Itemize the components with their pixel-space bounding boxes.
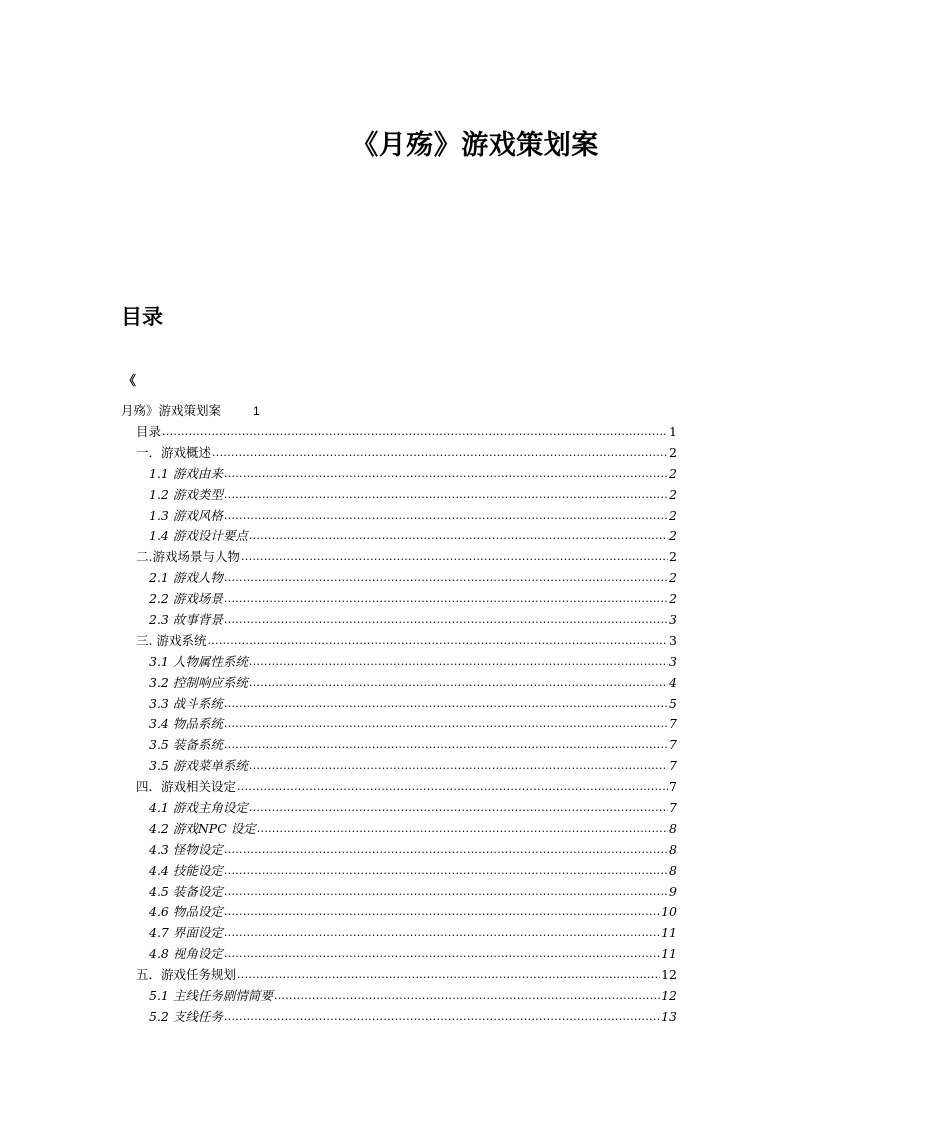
toc-entry[interactable] <box>136 422 677 443</box>
toc-entry-page: 2 <box>669 591 677 607</box>
dot-leader <box>237 777 668 798</box>
dot-leader <box>224 902 660 923</box>
dot-leader <box>224 923 660 944</box>
toc-entry-label: 2.3 故事背景 <box>149 612 223 628</box>
toc-entry-page: 12 <box>661 967 677 983</box>
toc-entry-page: 11 <box>661 925 677 941</box>
toc-entry-label: 5.2 支线任务 <box>149 1008 223 1024</box>
toc-entry-page: 8 <box>669 820 677 836</box>
toc-entry-label: 五．游戏任务规划 <box>136 967 237 983</box>
toc-entry-label: 3.1 人物属性系统 <box>149 653 248 669</box>
toc-entry[interactable] <box>149 610 677 631</box>
toc-entry-page: 5 <box>669 695 677 711</box>
toc-entry[interactable] <box>149 735 677 756</box>
table-of-contents <box>0 422 950 1028</box>
toc-entry-page: 3 <box>669 653 677 669</box>
toc-entry-page: 13 <box>661 1008 677 1024</box>
toc-entry-label: 4.1 游戏主角设定 <box>149 800 248 816</box>
toc-entry-label: 四．游戏相关设定 <box>136 779 237 795</box>
toc-entry-page: 9 <box>669 883 677 899</box>
toc-entry[interactable] <box>149 819 677 840</box>
toc-entry-label: 2.2 游戏场景 <box>149 591 223 607</box>
dot-leader <box>241 547 668 568</box>
toc-entry-page: 11 <box>661 946 677 962</box>
dot-leader <box>224 861 668 882</box>
toc-entry-label: 一．游戏概述 <box>136 444 212 460</box>
toc-entry-page: 2 <box>669 465 677 481</box>
toc-entry-label: 4.8 视角设定 <box>149 946 223 962</box>
toc-entry[interactable] <box>149 694 677 715</box>
toc-entry-label: 月殇》游戏策划案 <box>121 403 222 418</box>
toc-entry-page: 2 <box>669 549 677 565</box>
dot-leader <box>224 568 668 589</box>
toc-entry[interactable] <box>136 965 677 986</box>
toc-entry[interactable] <box>149 1007 677 1028</box>
toc-entry[interactable] <box>136 547 677 568</box>
toc-entry-label: 2.1 游戏人物 <box>149 570 223 586</box>
toc-entry-page: 4 <box>669 674 677 690</box>
toc-entry-label: 1.2 游戏类型 <box>149 486 223 502</box>
dot-leader <box>224 694 668 715</box>
toc-entry-page: 3 <box>669 612 677 628</box>
dot-leader <box>249 798 668 819</box>
toc-entry[interactable] <box>149 986 677 1007</box>
toc-entry-label: 3.3 战斗系统 <box>149 695 223 711</box>
toc-entry[interactable] <box>149 568 677 589</box>
dot-leader <box>212 443 668 464</box>
toc-entry[interactable] <box>149 861 677 882</box>
toc-entry-label: 4.6 物品设定 <box>149 904 223 920</box>
toc-entry-page: 12 <box>661 988 677 1004</box>
dot-leader <box>224 464 668 485</box>
toc-entry-page: 1 <box>253 404 260 418</box>
toc-entry[interactable] <box>149 485 677 506</box>
toc-entry-page: 7 <box>669 716 677 732</box>
dot-leader <box>249 673 668 694</box>
toc-entry-label: 4.7 界面设定 <box>149 925 223 941</box>
dot-leader <box>257 819 668 840</box>
toc-entry-label: 4.2 游戏NPC 设定 <box>149 820 256 836</box>
dot-leader <box>224 589 668 610</box>
toc-entry-label: 3.4 物品系统 <box>149 716 223 732</box>
dot-leader <box>224 840 668 861</box>
toc-entry[interactable] <box>149 673 677 694</box>
toc-entry[interactable] <box>136 443 677 464</box>
toc-entry-label: 3.5 装备系统 <box>149 737 223 753</box>
toc-entry-label: 1.1 游戏由来 <box>149 465 223 481</box>
toc-entry-page: 2 <box>669 528 677 544</box>
dot-leader <box>274 986 660 1007</box>
toc-entry[interactable] <box>149 652 677 673</box>
toc-entry-page: 2 <box>669 570 677 586</box>
toc-entry-page: 7 <box>669 800 677 816</box>
toc-entry[interactable] <box>149 944 677 965</box>
toc-entry-page: 3 <box>669 632 677 648</box>
dot-leader <box>249 526 668 547</box>
toc-entry-label: 4.3 怪物设定 <box>149 841 223 857</box>
toc-entry-label: 1.4 游戏设计要点 <box>149 528 248 544</box>
toc-entry-page: 8 <box>669 841 677 857</box>
dot-leader <box>249 756 668 777</box>
toc-entry[interactable] <box>149 464 677 485</box>
toc-entry[interactable] <box>149 714 677 735</box>
dot-leader <box>237 965 660 986</box>
toc-entry-page: 7 <box>669 779 677 795</box>
toc-entry-label: 3.2 控制响应系统 <box>149 674 248 690</box>
toc-entry-label: 1.3 游戏风格 <box>149 507 223 523</box>
toc-entry[interactable] <box>149 526 677 547</box>
toc-entry-page: 2 <box>669 444 677 460</box>
dot-leader <box>207 631 668 652</box>
toc-entry-page: 7 <box>669 758 677 774</box>
toc-entry[interactable] <box>136 777 677 798</box>
dot-leader <box>224 485 668 506</box>
dot-leader <box>224 1007 660 1028</box>
dot-leader <box>224 714 668 735</box>
toc-entry-label: 5.1 主线任务剧情简要 <box>149 988 273 1004</box>
dot-leader <box>224 610 668 631</box>
toc-entry-page: 2 <box>669 486 677 502</box>
dot-leader <box>224 506 668 527</box>
toc-entry[interactable] <box>149 840 677 861</box>
toc-entry-page: 8 <box>669 862 677 878</box>
toc-entry[interactable] <box>149 756 677 777</box>
toc-entry-page: 2 <box>669 507 677 523</box>
toc-entry-page: 7 <box>669 737 677 753</box>
dot-leader <box>162 422 668 443</box>
toc-heading: 目录 <box>121 305 163 329</box>
toc-entry[interactable] <box>136 631 677 652</box>
toc-entry[interactable] <box>149 902 677 923</box>
dot-leader <box>224 735 668 756</box>
toc-entry-label: 4.4 技能设定 <box>149 862 223 878</box>
dot-leader <box>224 944 660 965</box>
toc-entry[interactable] <box>149 882 677 903</box>
toc-entry-label: 3.5 游戏菜单系统 <box>149 758 248 774</box>
dot-leader <box>249 652 668 673</box>
toc-entry[interactable] <box>149 798 677 819</box>
toc-entry-page: 1 <box>669 424 677 439</box>
toc-entry[interactable] <box>149 589 677 610</box>
toc-entry-label: 4.5 装备设定 <box>149 883 223 899</box>
toc-entry-page: 10 <box>661 904 677 920</box>
dot-leader <box>224 882 668 903</box>
toc-entry-document-title[interactable] <box>121 402 260 420</box>
title-quote-mark: 《 <box>123 374 137 389</box>
toc-entry-label: 二.游戏场景与人物 <box>136 549 240 565</box>
toc-entry-label: 目录 <box>136 424 162 439</box>
document-title: 《月殇》游戏策划案 <box>351 130 599 161</box>
toc-entry[interactable] <box>149 923 677 944</box>
toc-entry[interactable] <box>149 506 677 527</box>
toc-entry-label: 三. 游戏系统 <box>136 632 207 648</box>
